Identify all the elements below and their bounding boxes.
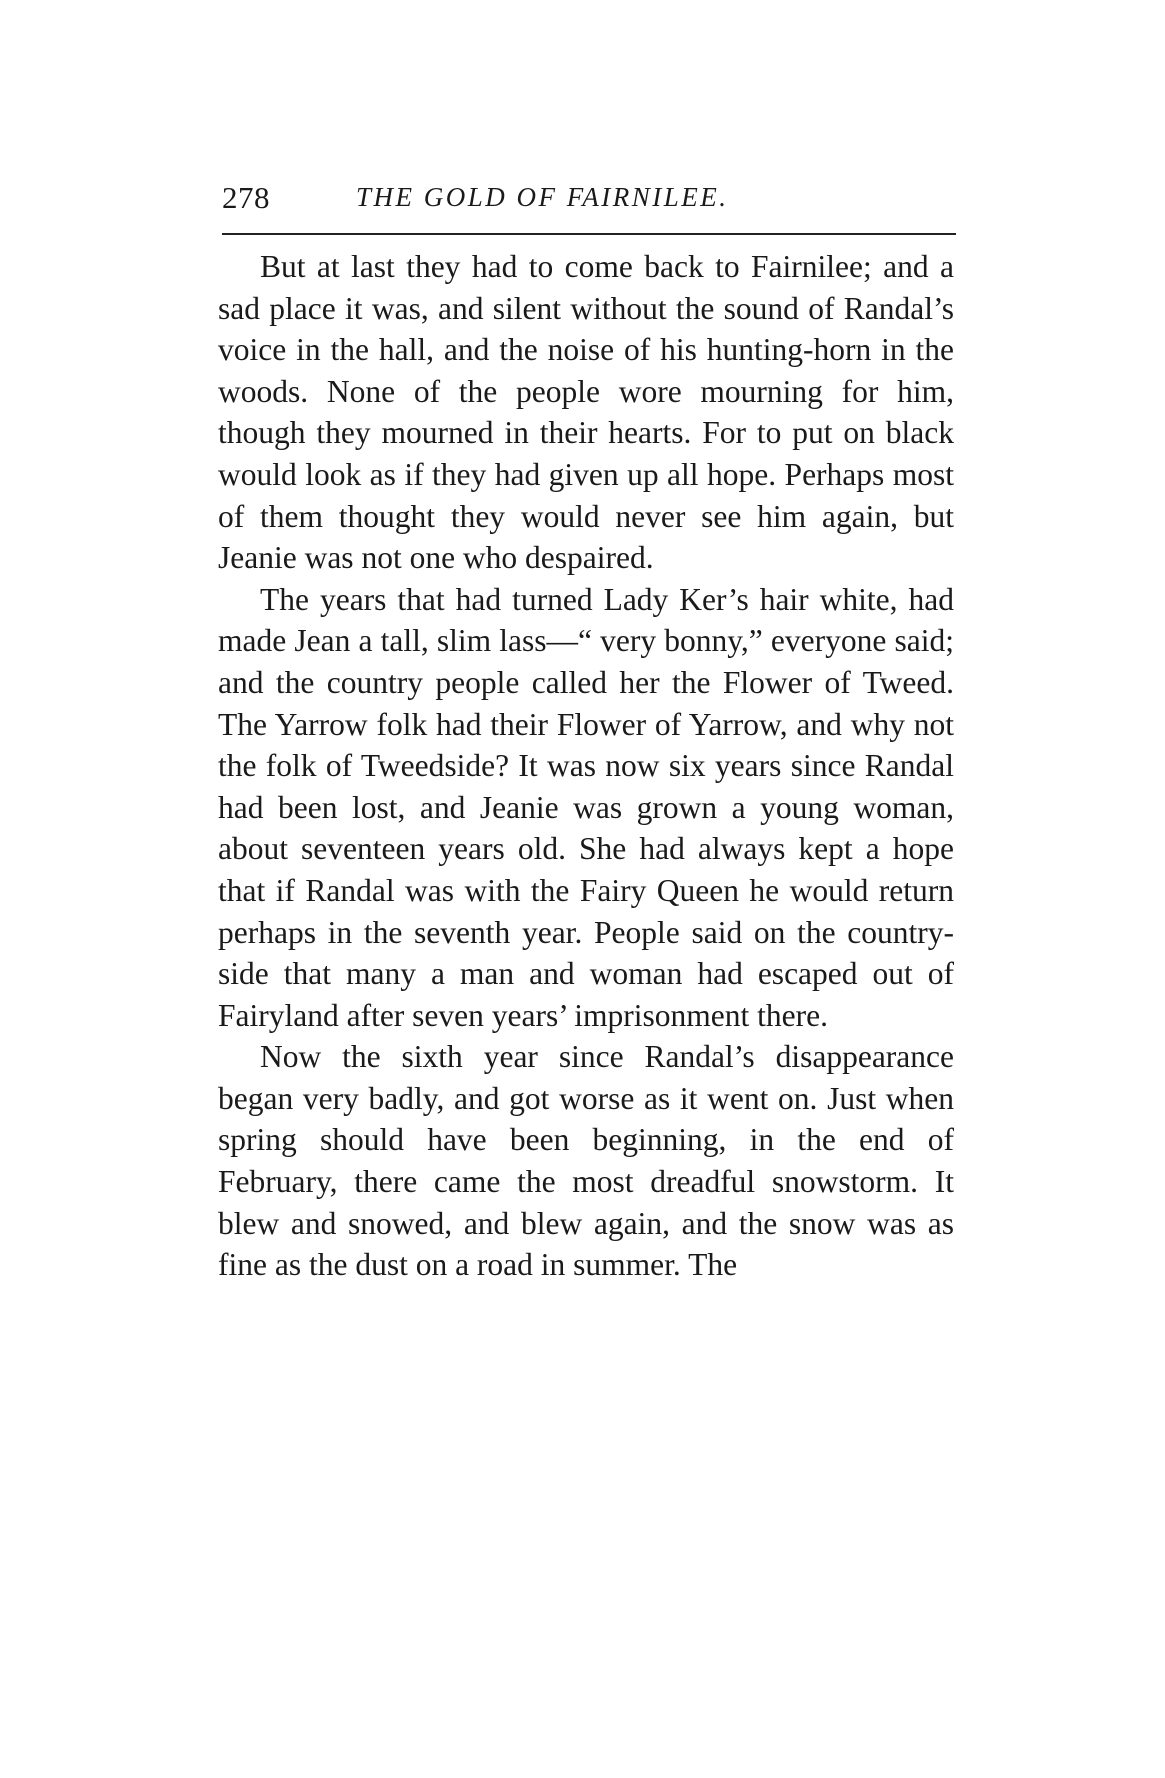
body-text bbox=[218, 246, 954, 1286]
paragraph: The years that had turned Lady Ker’s hair white, had made Jean a tall, slim lass—“ very bonny,” everyone said; and the country people called her the Flower of Tweed. The Yarrow folk had their Flower of Yarrow, and why not the folk of Tweedside? It was now six years since Randal had been lost, and Jeanie was grown a young woman, about seventeen years old. She had always kept a hope that if Randal was with the Fairy Queen he would return perhaps in the seventh year. People said on the country-side that many a man and woman had escaped out of Fairyland after seven years’ imprisonment there. bbox=[218, 581, 954, 1033]
page-header bbox=[222, 168, 956, 220]
running-title: THE GOLD OF FAIRNILEE. bbox=[356, 182, 729, 212]
paragraph: Now the sixth year since Randal’s disappearance began very badly, and got worse as it went on. Just when spring should have been beginning, in the end of February, there came the most dreadful snowstorm. It blew and snowed, and blew again, and the snow was as fine as the dust on a road in summer. The bbox=[218, 1039, 954, 1283]
header-rule bbox=[222, 233, 956, 235]
paragraph: But at last they had to come back to Fairnilee; and a sad place it was, and silent without the sound of Randal’s voice in the hall, and the noise of his hunting-horn in the woods. None of the people wore mourning for him, though they mourned in their hearts. For to put on black would look as if they had given up all hope. Perhaps most of them thought they would never see him again, but Jeanie was not one who despaired. bbox=[218, 249, 954, 576]
page-number: 278 bbox=[222, 180, 270, 215]
